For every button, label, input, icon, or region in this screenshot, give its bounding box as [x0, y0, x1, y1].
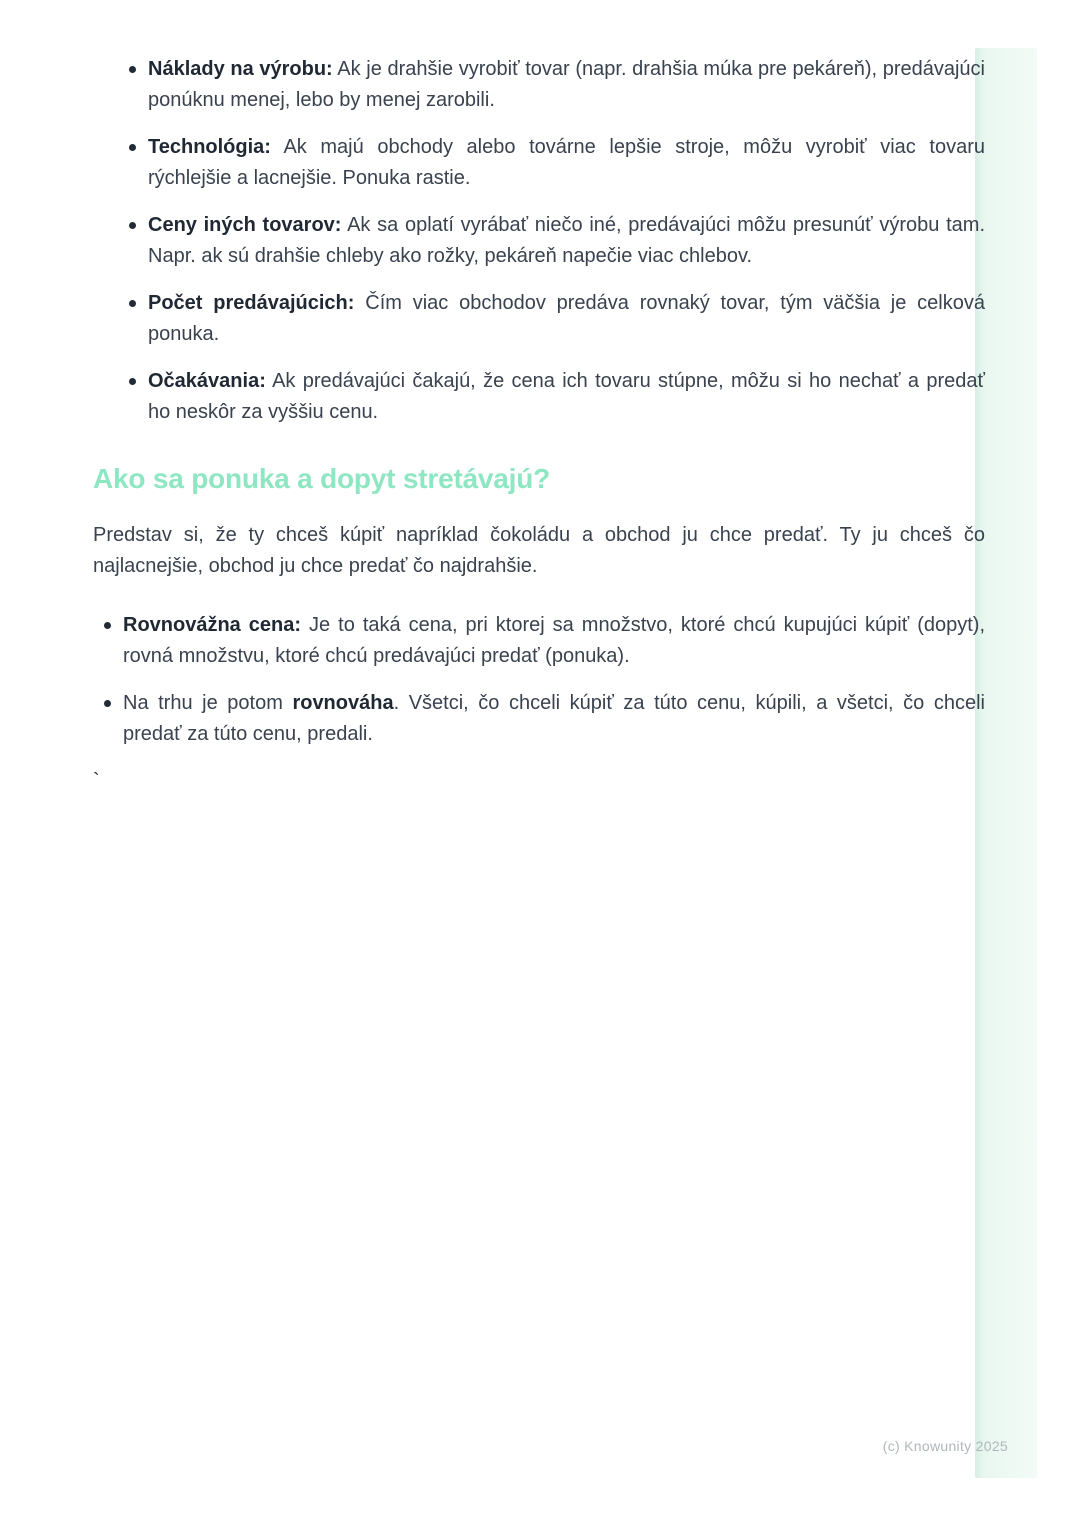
list-item-text: Čím viac obchodov predáva rovnaký tovar, tým väčšia je celková ponuka. [148, 292, 985, 345]
list-item-text: Je to taká cena, pri ktorej sa množstvo, ktoré chcú kupujúci kúpiť (dopyt), rovná množstvu, ktoré chcú predávajúci predať (ponuka). [123, 614, 985, 667]
list-item-term: Ceny iných tovarov: [148, 214, 342, 236]
list-item-text: Ak sa oplatí vyrábať niečo iné, predávajúci môžu presunúť výrobu tam. Napr. ak sú drahšie chleby ako rožky, pekáreň napečie viac chlebov. [148, 214, 985, 267]
bullet-icon [104, 700, 111, 707]
bullet-icon [129, 66, 136, 73]
list-item-term: Očakávania: [148, 370, 266, 392]
list-item [148, 366, 985, 428]
list-item-text: Ak je drahšie vyrobiť tovar (napr. drahšia múka pre pekáreň), predávajúci ponúknu menej, lebo by menej zarobili. [148, 58, 985, 111]
list-item [148, 132, 985, 194]
list-item-term: Rovnovážna cena: [123, 614, 302, 636]
list-item-term: rovnováha [292, 692, 394, 714]
equilibrium-list [93, 610, 985, 750]
bullet-icon [129, 378, 136, 385]
intro-paragraph: Predstav si, že ty chceš kúpiť napríklad čokoládu a obchod ju chce predať. Ty ju chceš čo najlacnejšie, obchod ju chce predať čo najdrahšie. [93, 524, 985, 577]
list-item-text: Ak majú obchody alebo továrne lepšie stroje, môžu vyrobiť viac tovaru rýchlejšie a lacnejšie. Ponuka rastie. [148, 136, 985, 189]
list-item-term: Počet predávajúcich: [148, 292, 355, 314]
stray-backtick: ` [93, 770, 100, 792]
bullet-icon [104, 622, 111, 629]
bullet-icon [129, 300, 136, 307]
document-content [93, 54, 985, 797]
list-item-text: Ak predávajúci čakajú, že cena ich tovaru stúpne, môžu si ho nechať a predať ho neskôr za vyššiu cenu. [148, 370, 985, 423]
footer-copyright: (c) Knowunity 2025 [882, 1438, 1008, 1454]
list-item [148, 288, 985, 350]
bullet-icon [129, 144, 136, 151]
list-item [148, 210, 985, 272]
list-item [123, 610, 985, 672]
bullet-icon [129, 222, 136, 229]
section-heading: Ako sa ponuka a dopyt stretávajú? [93, 463, 551, 494]
list-item-term: Technológia: [148, 136, 271, 158]
list-item [148, 54, 985, 116]
list-item-pre-text: Na trhu je potom [123, 692, 293, 714]
list-item-term: Náklady na výrobu: [148, 58, 333, 80]
list-item-text: . Všetci, čo chceli kúpiť za túto cenu, kúpili, a všetci, čo chceli predať za túto cenu, predali. [123, 692, 985, 745]
supply-factors-list [93, 54, 985, 428]
list-item [123, 688, 985, 750]
